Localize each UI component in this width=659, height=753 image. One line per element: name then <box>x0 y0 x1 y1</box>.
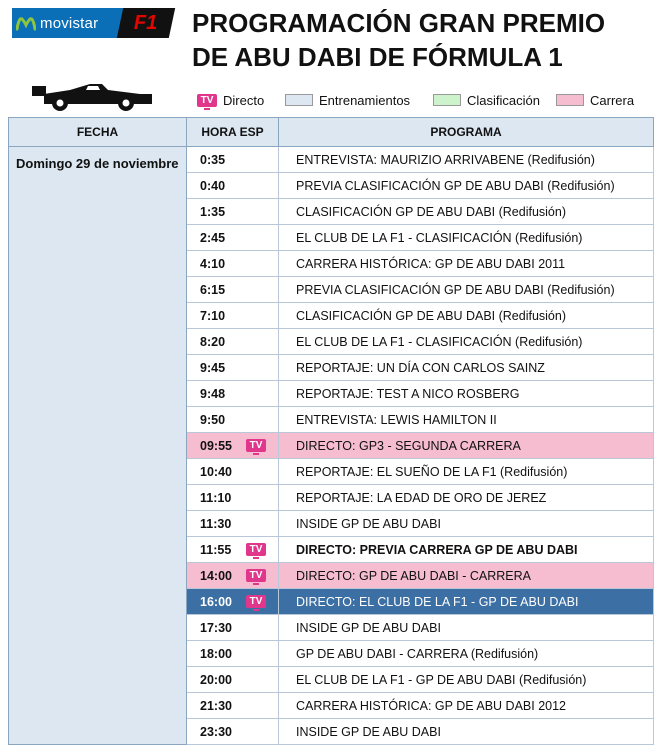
time-label: 16:00 <box>200 594 232 609</box>
program-cell: ENTREVISTA: MAURIZIO ARRIVABENE (Redifusión) <box>279 147 654 173</box>
time-label: 23:30 <box>200 724 232 739</box>
f1-car-icon <box>30 80 154 112</box>
header-fecha: FECHA <box>9 118 187 147</box>
time-cell <box>187 381 279 407</box>
legend-label-entrenamientos: Entrenamientos <box>319 92 411 108</box>
time-label: 6:15 <box>200 282 226 297</box>
legend-label-directo: Directo <box>223 92 265 108</box>
program-cell: REPORTAJE: TEST A NICO ROSBERG <box>279 381 654 407</box>
program-cell: EL CLUB DE LA F1 - GP DE ABU DABI (Redifusión) <box>279 667 654 693</box>
legend-directo <box>197 92 264 108</box>
program-cell: EL CLUB DE LA F1 - CLASIFICACIÓN (Redifusión) <box>279 225 654 251</box>
program-cell: CLASIFICACIÓN GP DE ABU DABI (Redifusión) <box>279 199 654 225</box>
time-label: 2:45 <box>200 230 226 245</box>
program-cell: GP DE ABU DABI - CARRERA (Redifusión) <box>279 641 654 667</box>
time-label: 11:55 <box>200 542 232 557</box>
time-cell <box>187 459 279 485</box>
time-label: 9:50 <box>200 412 226 427</box>
time-cell <box>187 199 279 225</box>
legend-label-carrera: Carrera <box>590 92 635 108</box>
time-cell <box>187 485 279 511</box>
program-cell: CARRERA HISTÓRICA: GP DE ABU DABI 2012 <box>279 693 654 719</box>
time-cell <box>187 537 279 563</box>
program-cell: DIRECTO: GP3 - SEGUNDA CARRERA <box>279 433 654 459</box>
time-label: 0:35 <box>200 152 226 167</box>
tv-live-icon: TV <box>246 569 266 582</box>
schedule-table <box>8 117 654 745</box>
time-cell <box>187 251 279 277</box>
time-label: 11:10 <box>200 490 232 505</box>
program-cell: INSIDE GP DE ABU DABI <box>279 719 654 745</box>
time-label: 21:30 <box>200 698 232 713</box>
time-cell <box>187 303 279 329</box>
time-label: 14:00 <box>200 568 232 583</box>
title-line-2: DE ABU DABI DE FÓRMULA 1 <box>192 42 563 72</box>
time-label: 09:55 <box>200 438 232 453</box>
table-row <box>9 147 654 173</box>
page-title <box>192 6 652 74</box>
time-label: 8:20 <box>200 334 226 349</box>
legend-entrenamientos <box>285 92 410 108</box>
movistar-brand <box>12 8 124 38</box>
program-cell: CARRERA HISTÓRICA: GP DE ABU DABI 2011 <box>279 251 654 277</box>
program-cell: REPORTAJE: EL SUEÑO DE LA F1 (Redifusión) <box>279 459 654 485</box>
program-cell: INSIDE GP DE ABU DABI <box>279 615 654 641</box>
tv-live-icon: TV <box>246 543 266 556</box>
time-cell <box>187 511 279 537</box>
movistar-f1-logo <box>12 8 176 38</box>
swatch-entrenamientos <box>285 94 313 106</box>
time-cell <box>187 147 279 173</box>
header-hora: HORA ESP <box>187 118 279 147</box>
title-line-1: PROGRAMACIÓN GRAN PREMIO <box>192 8 606 38</box>
time-label: 1:35 <box>200 204 226 219</box>
tv-icon: TV <box>197 94 217 107</box>
program-cell: REPORTAJE: LA EDAD DE ORO DE JEREZ <box>279 485 654 511</box>
f1-wordmark: F1 <box>134 11 158 34</box>
time-cell <box>187 355 279 381</box>
time-label: 20:00 <box>200 672 232 687</box>
program-cell: DIRECTO: EL CLUB DE LA F1 - GP DE ABU DABI <box>279 589 654 615</box>
program-cell: DIRECTO: PREVIA CARRERA GP DE ABU DABI <box>279 537 654 563</box>
f1-logo <box>117 8 175 38</box>
program-cell: INSIDE GP DE ABU DABI <box>279 511 654 537</box>
time-cell <box>187 719 279 745</box>
legend-clasificacion <box>433 92 540 108</box>
time-cell <box>187 641 279 667</box>
time-label: 7:10 <box>200 308 226 323</box>
time-cell <box>187 407 279 433</box>
time-label: 11:30 <box>200 516 232 531</box>
swatch-carrera <box>556 94 584 106</box>
program-cell: EL CLUB DE LA F1 - CLASIFICACIÓN (Redifusión) <box>279 329 654 355</box>
schedule-body <box>9 147 654 745</box>
table-header-row <box>9 118 654 147</box>
time-cell <box>187 277 279 303</box>
time-label: 10:40 <box>200 464 232 479</box>
program-cell: PREVIA CLASIFICACIÓN GP DE ABU DABI (Redifusión) <box>279 173 654 199</box>
time-cell <box>187 615 279 641</box>
time-label: 9:48 <box>200 386 226 401</box>
date-cell: Domingo 29 de noviembre <box>9 147 187 745</box>
time-label: 0:40 <box>200 178 226 193</box>
program-cell: REPORTAJE: UN DÍA CON CARLOS SAINZ <box>279 355 654 381</box>
time-cell <box>187 563 279 589</box>
program-cell: PREVIA CLASIFICACIÓN GP DE ABU DABI (Redifusión) <box>279 277 654 303</box>
time-label: 17:30 <box>200 620 232 635</box>
movistar-m-icon <box>16 13 36 33</box>
legend-label-clasificacion: Clasificación <box>467 92 540 108</box>
program-cell: DIRECTO: GP DE ABU DABI - CARRERA <box>279 563 654 589</box>
time-label: 4:10 <box>200 256 226 271</box>
legend-carrera <box>556 92 634 108</box>
time-cell <box>187 693 279 719</box>
time-cell <box>187 667 279 693</box>
swatch-clasificacion <box>433 94 461 106</box>
movistar-wordmark: movistar <box>40 14 99 32</box>
time-cell <box>187 173 279 199</box>
time-cell <box>187 329 279 355</box>
tv-live-icon: TV <box>246 439 266 452</box>
time-cell <box>187 225 279 251</box>
time-label: 9:45 <box>200 360 226 375</box>
tv-live-icon: TV <box>246 595 266 608</box>
header-programa: PROGRAMA <box>279 118 654 147</box>
time-label: 18:00 <box>200 646 232 661</box>
time-cell <box>187 433 279 459</box>
program-cell: ENTREVISTA: LEWIS HAMILTON II <box>279 407 654 433</box>
time-cell <box>187 589 279 615</box>
program-cell: CLASIFICACIÓN GP DE ABU DABI (Redifusión) <box>279 303 654 329</box>
